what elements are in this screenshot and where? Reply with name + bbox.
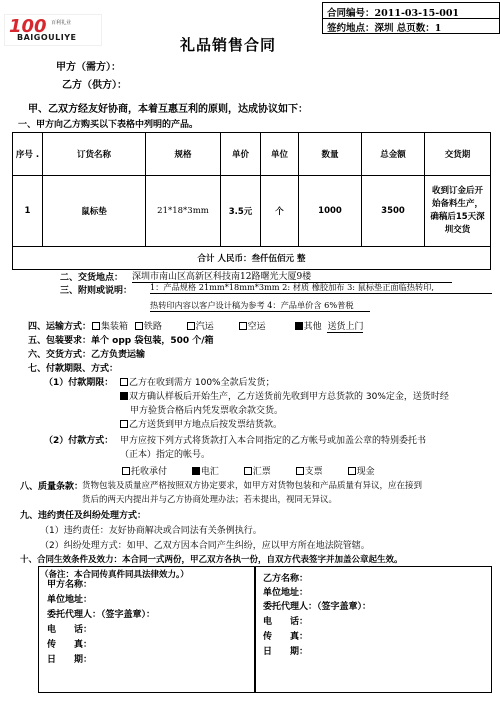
payment-method-label: （2）付款方式： bbox=[44, 436, 114, 446]
header-cell: 单价 bbox=[221, 133, 261, 176]
payment-option-check[interactable] bbox=[296, 467, 323, 477]
table-header-row bbox=[13, 133, 491, 176]
cell-name: 鼠标垫 bbox=[43, 176, 146, 247]
party-b-name: 乙方名称： bbox=[263, 574, 309, 584]
info-divider bbox=[323, 18, 499, 19]
party-a-label: 甲方（需方）： bbox=[56, 62, 121, 73]
payment-method-options bbox=[122, 464, 375, 477]
clause-2-label: 二、交货地点： bbox=[60, 273, 124, 283]
option-label: 铁路 bbox=[143, 322, 162, 332]
clause-3-value-2: 热转印内容以客户设计稿为参考 4：产品单价含 6%普税 bbox=[150, 300, 370, 312]
clause-9-label: 九、违约责任及纠纷处理方式： bbox=[20, 511, 147, 521]
cell-qty: 1000 bbox=[299, 176, 362, 247]
option-label: 支票 bbox=[304, 467, 323, 477]
payment-term-option-2-cont: 甲方验货合格后内凭发票收余款交货。 bbox=[130, 406, 284, 416]
transport-other-value: 送货上门 bbox=[327, 322, 364, 332]
checkbox-icon bbox=[296, 467, 304, 475]
header-cell: 序号 . bbox=[13, 133, 43, 176]
table-total-row bbox=[13, 247, 491, 270]
payment-option-cash[interactable] bbox=[348, 467, 375, 477]
party-b-signature-block bbox=[254, 566, 492, 693]
party-a-phone: 电 话： bbox=[47, 625, 93, 635]
cell-seq: 1 bbox=[13, 176, 43, 247]
transport-options bbox=[92, 319, 363, 332]
goods-table bbox=[12, 132, 491, 270]
payment-option-collection[interactable] bbox=[122, 467, 167, 477]
party-b-agent: 委托代理人：（签字盖章）： bbox=[263, 602, 372, 612]
clause-7-label: 七、付款期限、方式： bbox=[28, 364, 119, 374]
note-text: （备注：本合同传真件同具法律效力。） bbox=[40, 570, 189, 580]
transport-option-road[interactable] bbox=[187, 322, 214, 332]
clause-6: 六、交货方式：乙方负责运输 bbox=[28, 350, 146, 360]
party-b-address: 单位地址： bbox=[263, 588, 309, 598]
payment-term-option-3[interactable] bbox=[120, 417, 282, 430]
party-a-fax: 传 真： bbox=[47, 640, 93, 650]
clause-10: 十、合同生效条件及效力：本合同一式两份，甲乙双方各执一份，自双方代表签字并加盖公章起生效。 bbox=[20, 555, 403, 565]
option-label: 乙方送货到甲方地点后按发票结货款。 bbox=[129, 420, 283, 430]
header-cell: 数量 bbox=[299, 133, 362, 176]
party-b-label: 乙方（供方）： bbox=[62, 80, 127, 91]
page-title: 礼品销售合同 bbox=[180, 36, 277, 54]
cell-price: 3.5元 bbox=[221, 176, 261, 247]
header-cell: 订货名称 bbox=[43, 133, 146, 176]
party-a-agent: 委托代理人：（签字盖章）： bbox=[47, 610, 156, 620]
table-row bbox=[13, 176, 491, 247]
checkbox-checked-icon bbox=[120, 392, 128, 400]
cell-delivery: 收到订金后开始备料生产，确稿后15天深圳交货 bbox=[425, 176, 491, 247]
clause-9-p1: （1）违约责任：友好协商解决或合同法有关条例执行。 bbox=[40, 526, 262, 536]
header-cell: 总金额 bbox=[362, 133, 425, 176]
payment-option-wire[interactable] bbox=[192, 467, 219, 477]
company-logo bbox=[4, 14, 102, 46]
option-label: 电汇 bbox=[200, 467, 219, 477]
checkbox-checked-icon bbox=[192, 467, 200, 475]
clause-1: 一、甲方向乙方购买以下表格中列明的产品。 bbox=[18, 120, 199, 130]
checkbox-icon bbox=[187, 322, 195, 330]
cell-unit: 个 bbox=[261, 176, 299, 247]
contract-number: 合同编号：2011-03-15-001 bbox=[327, 8, 460, 19]
payment-option-draft[interactable] bbox=[244, 467, 271, 477]
clause-4-label: 四、运输方式： bbox=[28, 322, 92, 332]
checkbox-icon bbox=[122, 467, 130, 475]
clause-8-label: 八、质量条款： bbox=[20, 482, 84, 492]
clause-8-text-1: 货物包装及质量应严格按照双方协定要求，如甲方对货物包装和产品质量有异议，应在接到 bbox=[82, 481, 423, 491]
checkbox-icon bbox=[244, 467, 252, 475]
option-label: 托收承付 bbox=[131, 467, 168, 477]
clause-9-p2: （2）纠纷处理方式：如甲、乙双方因本合同产生纠纷，应以甲方所在地法院管辖。 bbox=[40, 541, 370, 551]
transport-option-air[interactable] bbox=[239, 322, 266, 332]
intro-text: 甲、乙双方经友好协商，本着互惠互利的原则，达成协议如下： bbox=[28, 104, 308, 115]
option-label: 双方确认样板后开始生产，乙方送货前先收到甲方总货款的 30%定金，送货时经 bbox=[129, 392, 449, 402]
logo-cn-text: 百利礼业 bbox=[51, 20, 72, 26]
total-cell: 合计 人民币：叁仟伍佰元 整 bbox=[13, 247, 491, 270]
party-b-date: 日 期： bbox=[263, 647, 309, 657]
option-label: 空运 bbox=[247, 322, 266, 332]
transport-option-container[interactable] bbox=[92, 322, 128, 332]
clause-8-text-2: 货后的两天内提出并与乙方协商处理办法；若未提出，视同无异议。 bbox=[82, 495, 338, 505]
payment-term-option-1[interactable] bbox=[120, 375, 275, 388]
party-a-name: 甲方名称： bbox=[47, 580, 93, 590]
option-label: 汽运 bbox=[195, 322, 214, 332]
party-a-signature-block bbox=[38, 566, 256, 693]
party-a-date: 日 期： bbox=[47, 655, 93, 665]
option-label: 现金 bbox=[356, 467, 375, 477]
cell-spec: 21*18*3mm bbox=[146, 176, 221, 247]
option-label: 汇票 bbox=[252, 467, 271, 477]
payment-method-text-1: 甲方应按下列方式将货款打入本合同指定的乙方帐号或加盖公章的特别委托书 bbox=[120, 436, 427, 446]
clause-5: 五、包装要求：单个 opp 袋包装，500 个/箱 bbox=[28, 336, 214, 346]
checkbox-icon bbox=[120, 378, 128, 386]
option-label: 乙方在收到需方 100%全款后发货； bbox=[129, 378, 275, 388]
checkbox-icon bbox=[135, 322, 143, 330]
option-label: 集装箱 bbox=[101, 322, 129, 332]
contract-info-box bbox=[322, 2, 500, 34]
checkbox-icon bbox=[92, 322, 100, 330]
party-b-fax: 传 真： bbox=[263, 632, 309, 642]
clause-3-label: 三、附则或说明： bbox=[60, 286, 133, 296]
checkbox-icon bbox=[120, 420, 128, 428]
option-label: 其他 bbox=[303, 322, 322, 332]
party-a-address: 单位地址： bbox=[47, 595, 93, 605]
clause-2-value: 深圳市南山区高新区科技南12路曙光大厦9楼 bbox=[132, 269, 452, 283]
logo-en-text: BAIGOULIYE bbox=[17, 33, 77, 42]
transport-option-other[interactable] bbox=[295, 322, 322, 332]
checkbox-icon bbox=[348, 467, 356, 475]
header-cell: 单位 bbox=[261, 133, 299, 176]
header-cell: 交货期 bbox=[425, 133, 491, 176]
clause-3-value-1: 1：产品规格 21mm*18mm*3mm 2: 材质 橡胶加布 3: 鼠标垫正面临热转印, bbox=[150, 282, 492, 294]
payment-term-option-2[interactable] bbox=[120, 389, 449, 402]
payment-term-label: （1）付款期限： bbox=[44, 378, 114, 388]
payment-method-text-2: （正本）指定的帐号。 bbox=[120, 450, 211, 460]
party-b-phone: 电 话： bbox=[263, 617, 309, 627]
logo-number: 100 bbox=[9, 16, 47, 37]
header-cell: 规格 bbox=[146, 133, 221, 176]
checkbox-icon bbox=[239, 322, 247, 330]
cell-amount: 3500 bbox=[362, 176, 425, 247]
checkbox-checked-icon bbox=[295, 322, 303, 330]
transport-option-rail[interactable] bbox=[135, 322, 162, 332]
sign-place: 签约地点：深圳 总页数：1 bbox=[327, 23, 442, 34]
